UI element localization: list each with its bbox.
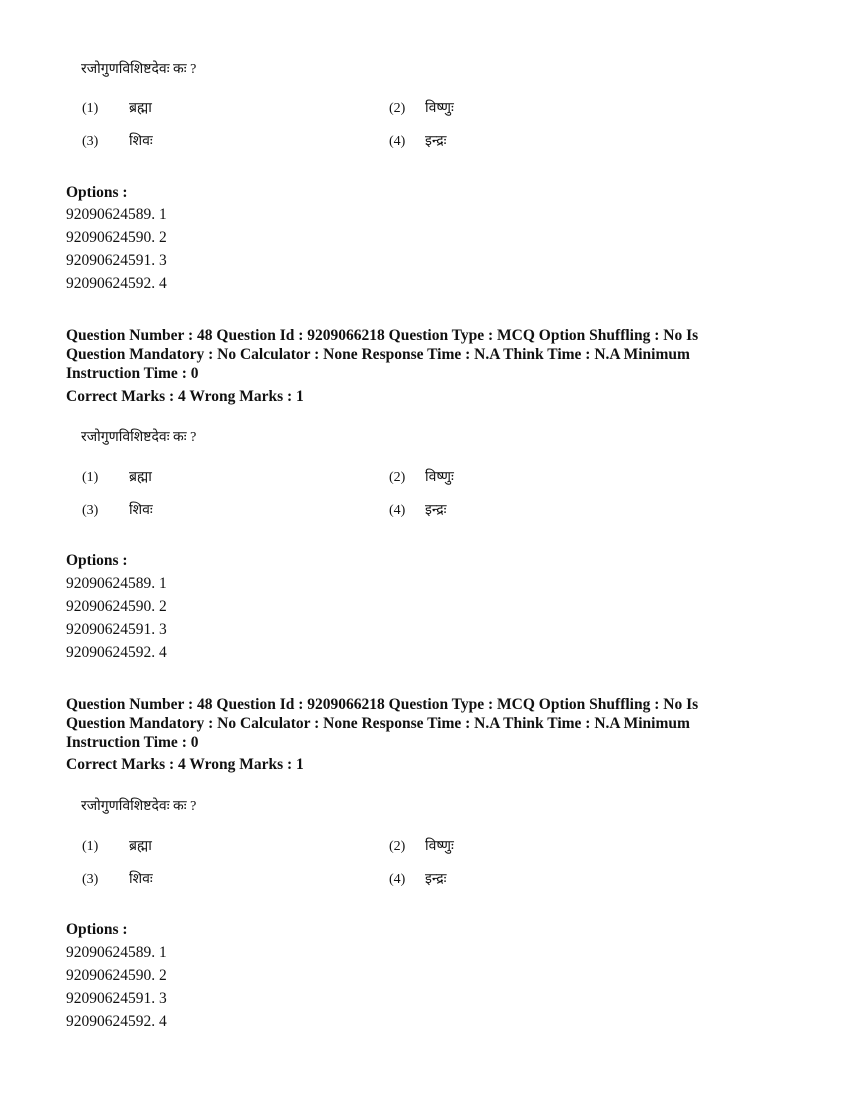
question-stem: रजोगुणविशिष्टदेवः कः ? <box>81 799 197 814</box>
option-id-line: 92090624592. 4 <box>66 275 167 292</box>
choice-text-2: विष्णुः <box>425 470 454 485</box>
option-id-line: 92090624592. 4 <box>66 1013 167 1030</box>
option-id-line: 92090624589. 1 <box>66 575 167 592</box>
metadata-line: Question Number : 48 Question Id : 9209066218 Question Type : MCQ Option Shuffling : No Is <box>66 696 699 713</box>
options-heading: Options : <box>66 921 128 938</box>
question-stem: रजोगुणविशिष्टदेवः कः ? <box>81 62 197 77</box>
choice-text-1: ब्रह्मा <box>129 839 152 854</box>
choice-number-3: (3) <box>82 134 99 149</box>
question-stem: रजोगुणविशिष्टदेवः कः ? <box>81 430 197 445</box>
choice-number-3: (3) <box>82 503 99 518</box>
choice-text-3: शिवः <box>129 872 153 887</box>
choice-number-2: (2) <box>389 839 406 854</box>
choice-text-4: इन्द्रः <box>425 503 447 518</box>
choice-text-2: विष्णुः <box>425 101 454 116</box>
option-id-line: 92090624590. 2 <box>66 598 167 615</box>
metadata-line: Instruction Time : 0 <box>66 365 199 382</box>
marks-line: Correct Marks : 4 Wrong Marks : 1 <box>66 756 304 773</box>
option-id-line: 92090624591. 3 <box>66 252 167 269</box>
option-id-line: 92090624591. 3 <box>66 621 167 638</box>
choice-number-1: (1) <box>82 839 99 854</box>
option-id-line: 92090624589. 1 <box>66 944 167 961</box>
choice-number-2: (2) <box>389 101 406 116</box>
options-heading: Options : <box>66 552 128 569</box>
option-id-line: 92090624591. 3 <box>66 990 167 1007</box>
choice-text-1: ब्रह्मा <box>129 101 152 116</box>
option-id-line: 92090624589. 1 <box>66 206 167 223</box>
option-id-line: 92090624590. 2 <box>66 229 167 246</box>
metadata-line: Question Mandatory : No Calculator : None Response Time : N.A Think Time : N.A Minimum <box>66 715 690 732</box>
choice-text-4: इन्द्रः <box>425 134 447 149</box>
choice-number-4: (4) <box>389 503 406 518</box>
choice-number-2: (2) <box>389 470 406 485</box>
question-metadata <box>66 695 766 752</box>
choice-text-3: शिवः <box>129 134 153 149</box>
choice-text-2: विष्णुः <box>425 839 454 854</box>
choice-text-1: ब्रह्मा <box>129 470 152 485</box>
metadata-line: Question Number : 48 Question Id : 9209066218 Question Type : MCQ Option Shuffling : No Is <box>66 327 699 344</box>
choice-number-1: (1) <box>82 101 99 116</box>
choice-number-4: (4) <box>389 134 406 149</box>
options-heading: Options : <box>66 184 128 201</box>
question-metadata <box>66 326 766 383</box>
choice-number-3: (3) <box>82 872 99 887</box>
marks-line: Correct Marks : 4 Wrong Marks : 1 <box>66 388 304 405</box>
metadata-line: Instruction Time : 0 <box>66 734 199 751</box>
option-id-line: 92090624592. 4 <box>66 644 167 661</box>
choice-number-1: (1) <box>82 470 99 485</box>
choice-text-4: इन्द्रः <box>425 872 447 887</box>
metadata-line: Question Mandatory : No Calculator : None Response Time : N.A Think Time : N.A Minimum <box>66 346 690 363</box>
choice-text-3: शिवः <box>129 503 153 518</box>
choice-number-4: (4) <box>389 872 406 887</box>
option-id-line: 92090624590. 2 <box>66 967 167 984</box>
